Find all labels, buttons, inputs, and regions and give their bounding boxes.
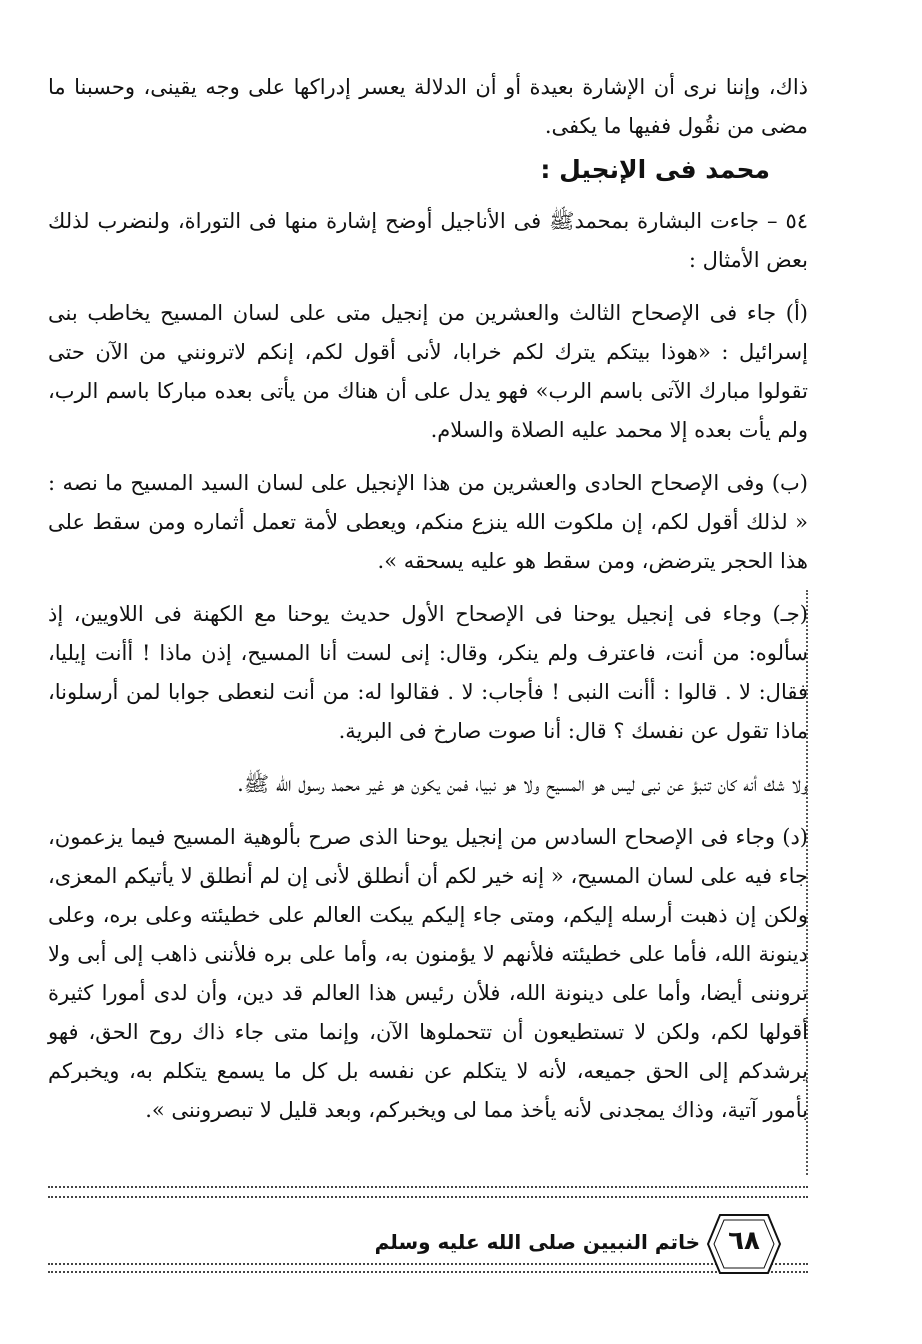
paragraph-c: (جـ) وجاء فى إنجيل يوحنا فى الإصحاح الأول حديث يوحنا مع الكهنة فى اللاويين، إذ سألوه: من أنت، فاعترف ولم ينكر، وقال: إنى لست أنا المسيح، إذن ماذا ! أأنت إيليا، فقال: لا . قالوا : أأنت النبى ! فأجاب: لا . فقالوا له: من أنت لنعطى جوابا لمن أرسلونا، ماذا تقول عن نفسك ؟ قال: أنا صوت صارخ فى البرية. (48, 602, 808, 743)
paragraph-d: (د) وجاء فى الإصحاح السادس من إنجيل يوحنا الذى صرح بألوهية المسيح فيما يزعمون، جاء فيه على لسان المسيح، « إنه خير لكم أن أنطلق لأنى إن لم أنطلق لا يأتيكم المعزى، ولكن إن ذهبت أرسله إليكم، ومتى جاء إليكم يبكت العالم على خطيئته وعلى بره، وعلى دينونة الله، فأما على خطيئته فلأنهم لا يؤمنون به، وأما على بره فلأننى ذاهب إلى أبى ولا تروننى أيضا، وأما على دينونة الله، فلأن رئيس هذا العالم قد دين، وأن لدى أمورا كثيرة أقولها لكم، ولكن لا تستطيعون أن تتحملوها الآن، وإنما متى جاء ذاك روح الحق، فهو يرشدكم إلى الحق جميعه، لأنه لا يتكلم عن نفسه بل كل ما يسمع يتكلم به، ويخبركم بأمور آتية، وذاك يمجدنى لأنه يأخذ مما لى ويخبركم، وبعد قليل لا تبصروننى ». (48, 825, 808, 1122)
paragraph-a: (أ) جاء فى الإصحاح الثالث والعشرين من إنجيل متى على لسان المسيح يخاطب بنى إسرائيل : «هوذا بيتكم يترك لكم خرابا، لأنى أقول لكم، إنكم لاترونني من الآن حتى تقولوا مبارك الآتى باسم الرب» فهو يدل على أن هناك من يأتى بعده مباركا باسم الرب، ولم يأت بعده إلا محمد عليه الصلاة والسلام. (48, 301, 808, 442)
section-heading: محمد فى الإنجيل : (540, 155, 770, 184)
page-number: ٦٨ (728, 1226, 760, 1256)
decorative-side-rule (806, 590, 808, 1175)
paragraph-c-comment: ولا شك أنه كان تنبؤ عن نبى ليس هو المسيح ولا هو نبيا، فمن يكون هو غير محمد رسول الله ﷺ. (237, 772, 808, 796)
page-body (48, 68, 808, 1130)
footer-book-title: خاتم النبيين صلى الله عليه وسلم (374, 1230, 700, 1254)
paragraph-54: ٥٤ – جاءت البشارة بمحمدﷺ فى الأناجيل أوضح إشارة منها فى التوراة، ولنضرب لذلك بعض الأمثال : (48, 209, 808, 272)
footer-bottom-rule (48, 1263, 808, 1273)
paragraph-b: (ب) وفى الإصحاح الحادى والعشرين من هذا الإنجيل على لسان السيد المسيح ما نصه : « لذلك أقول لكم، إن ملكوت الله ينزع منكم، ويعطى لأمة تعمل أثماره ومن سقط على هذا الحجر يترضض، ومن سقط هو عليه يسحقه ». (48, 471, 808, 573)
footer-top-rule (48, 1186, 808, 1198)
intro-paragraph: ذاك، وإننا نرى أن الإشارة بعيدة أو أن الدلالة يعسر إدراكها على وجه يقينى، وحسبنا ما مضى من نقُول ففيها ما يكفى. (48, 75, 808, 138)
